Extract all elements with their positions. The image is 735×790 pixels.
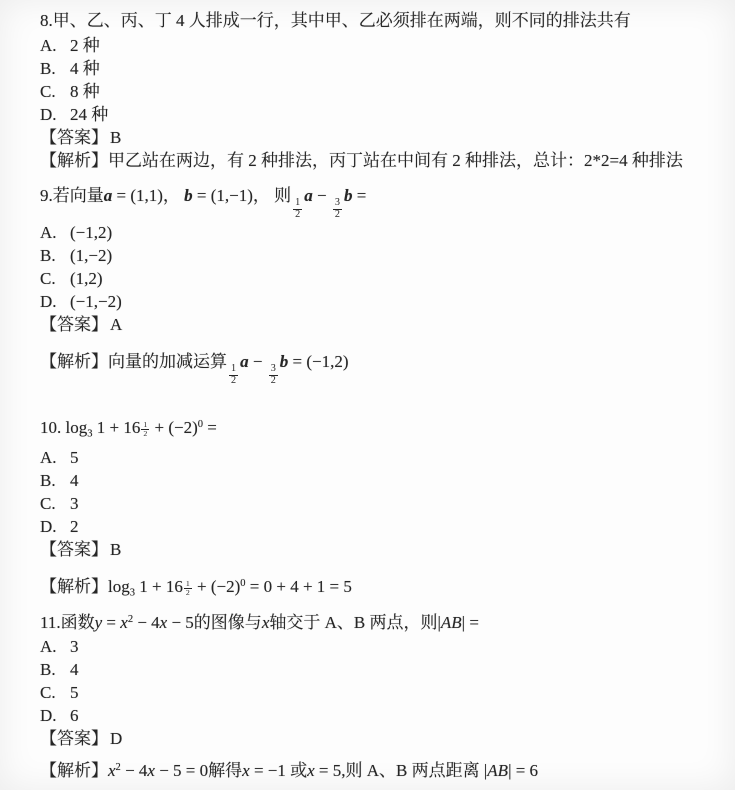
math-token: y [94,613,103,633]
fraction: $\frac{3}{2}$ [334,197,340,220]
analysis-line [40,569,711,605]
options-list [40,446,711,538]
math-token: 3 [129,588,135,600]
option-row [40,57,711,80]
question-block-10 [40,410,711,605]
option-value: 4 [70,660,79,680]
math-token: AB [440,613,462,633]
option-row [40,635,711,658]
option-label: A. [40,36,57,55]
option-label: D. [40,291,57,311]
question-stem: 8.甲、乙、丙、丁 4 人排成一行，其中甲、乙必须排在两端，则不同的排法共有 [40,11,631,30]
answer-line [40,538,711,561]
option-row [40,446,711,469]
option-value: 2 [70,517,79,537]
options-list [40,34,711,126]
option-value: 2 种 [70,36,100,55]
math-token: 0 [197,419,204,431]
option-label: D. [40,706,57,726]
math-token: 3 [87,429,93,441]
question-block-8 [40,8,711,172]
option-row [40,681,711,704]
answer-line [40,126,711,149]
math-token: b [279,351,289,371]
option-value: 3 [70,494,79,514]
option-label: B. [40,59,56,78]
fraction: $\frac{1}{2}$ [143,419,148,438]
option-value: 8 种 [70,82,100,101]
answer-label: 【答案】 [40,540,108,560]
fraction: $\frac{1}{2}$ [185,578,190,597]
option-row [40,469,711,492]
options-list [40,221,711,313]
answer-value: B [110,128,122,147]
question-stem: 9.若向量a = (1,1)， b = (1,−1)， 则 $\frac{1}{2}$ a − $\frac{3}{2}$ b = [40,186,367,220]
option-value: (−1,−2) [70,291,122,311]
option-label: A. [40,222,57,242]
math-token: a [240,351,249,371]
option-row [40,492,711,515]
option-label: C. [40,683,56,703]
analysis-content: 向量的加减运算 $\frac{1}{2}$ a − $\frac{3}{2}$ b = (−1,2) [108,351,349,386]
fraction: $\frac{3}{2}$ [270,362,276,386]
option-label: C. [40,268,56,288]
option-label: A. [40,637,57,657]
option-value: (1,2) [70,268,103,288]
option-value: 6 [70,706,79,726]
analysis-line [40,149,711,172]
option-label: B. [40,245,56,265]
math-token: AB [487,761,509,781]
math-token: x [242,761,250,781]
math-token: x [120,613,128,633]
option-label: B. [40,660,56,680]
option-value: 5 [70,683,79,703]
math-token: a [304,186,313,205]
option-label: A. [40,448,57,468]
math-token: x [147,761,155,781]
option-label: C. [40,494,56,514]
question-stem: 10. $\log_3 1 + 16$ $\frac{1}{2}$ + $(-2)^0$ = [40,418,217,441]
analysis-content: $\log_3 1 + 16$ $\frac{1}{2}$ + $(-2)^0 = 0 + 4 + 1 = 5$ [108,577,352,600]
option-row [40,80,711,103]
analysis-label: 【解析】 [40,351,108,371]
answer-line [40,727,711,750]
analysis-line [40,758,711,784]
option-row [40,221,711,244]
fraction: $\frac{1}{2}$ [231,362,237,386]
option-row [40,515,711,538]
answer-value: A [110,314,123,334]
option-value: (−1,2) [70,222,113,242]
option-row [40,103,711,126]
analysis-content: 甲乙站在两边，有 2 种排法，丙丁站在中间有 2 种排法，总计：2*2=4 种排法 [108,151,683,170]
math-token: a [103,186,113,205]
analysis-line [40,346,711,387]
answer-label: 【答案】 [40,128,108,147]
analysis-content: $x^2 - 4x - 5 = 0$解得x = −1 或x = 5,则 A、B 两点距离 |AB| = 6 [108,761,539,781]
math-token: x [307,761,315,781]
answer-label: 【答案】 [40,314,108,334]
option-value: 24 种 [70,105,109,124]
option-row [40,704,711,727]
question-stem: 11.函数$y = x^2 - 4x - 5$的图像与x轴交于 A、B 两点，则|AB| = [40,613,479,633]
option-row [40,34,711,57]
answer-value: B [110,540,122,560]
option-value: 4 [70,471,79,491]
math-token: 2 [115,762,121,774]
option-label: D. [40,517,57,537]
option-row [40,267,711,290]
option-value: 3 [70,637,79,657]
math-token: x [159,613,168,633]
question-block-9 [40,180,711,386]
question-block-11 [40,611,711,784]
analysis-label: 【解析】 [40,577,108,597]
option-row [40,290,711,313]
math-token: x [261,613,270,633]
math-token: b [343,186,353,205]
answer-line [40,313,711,336]
option-label: C. [40,82,56,101]
answer-label: 【答案】 [40,729,108,749]
option-label: D. [40,105,57,124]
math-token: x [108,761,116,781]
option-row [40,658,711,681]
analysis-label: 【解析】 [40,151,108,170]
option-value: 4 种 [70,59,100,78]
option-label: B. [40,471,56,491]
option-row [40,244,711,267]
math-token: 0 [240,578,246,590]
option-value: 5 [70,448,79,468]
analysis-label: 【解析】 [40,761,108,781]
answer-value: D [110,729,123,749]
options-list [40,635,711,727]
math-token: 2 [127,614,134,626]
math-token: b [184,186,193,205]
option-value: (1,−2) [70,245,113,265]
fraction: $\frac{1}{2}$ [295,197,301,220]
